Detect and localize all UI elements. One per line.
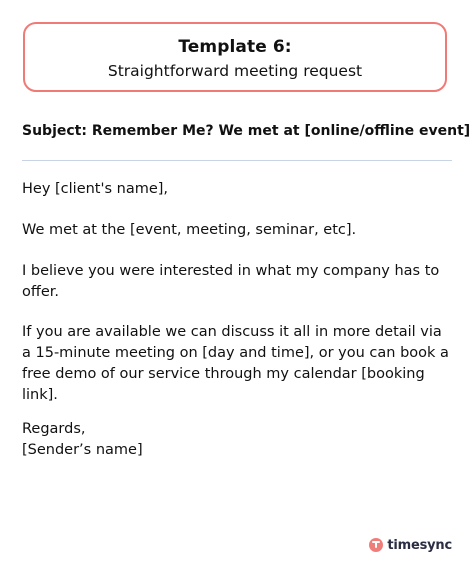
logo-text: timesync <box>387 537 452 553</box>
template-subtitle: Straightforward meeting request <box>107 62 363 80</box>
email-sender-name: [Sender’s name] <box>22 442 143 458</box>
timesync-logo <box>369 536 452 554</box>
email-line-interest-1: I believe you were interested in what my company has to <box>22 263 440 279</box>
email-subject-line: Subject: Remember Me? We met at [online/offline event] <box>22 123 471 139</box>
email-line-interest-2: offer. <box>22 284 60 300</box>
email-line-meeting-1: If you are available we can discuss it all in more detail via <box>22 324 442 340</box>
subject-divider <box>22 160 452 161</box>
template-title: Template 6: <box>178 37 292 57</box>
email-line-meeting-3: free demo of our service through my calendar [booking <box>22 366 425 382</box>
email-signoff: Regards, <box>22 421 86 437</box>
clock-logo-icon <box>369 538 383 552</box>
template-header-box <box>23 22 447 92</box>
email-line-meeting-4: link]. <box>22 387 58 403</box>
email-line-event: We met at the [event, meeting, seminar, etc]. <box>22 222 357 238</box>
email-greeting: Hey [client's name], <box>22 181 169 197</box>
email-line-meeting-2: a 15-minute meeting on [day and time], or you can book a <box>22 345 449 361</box>
